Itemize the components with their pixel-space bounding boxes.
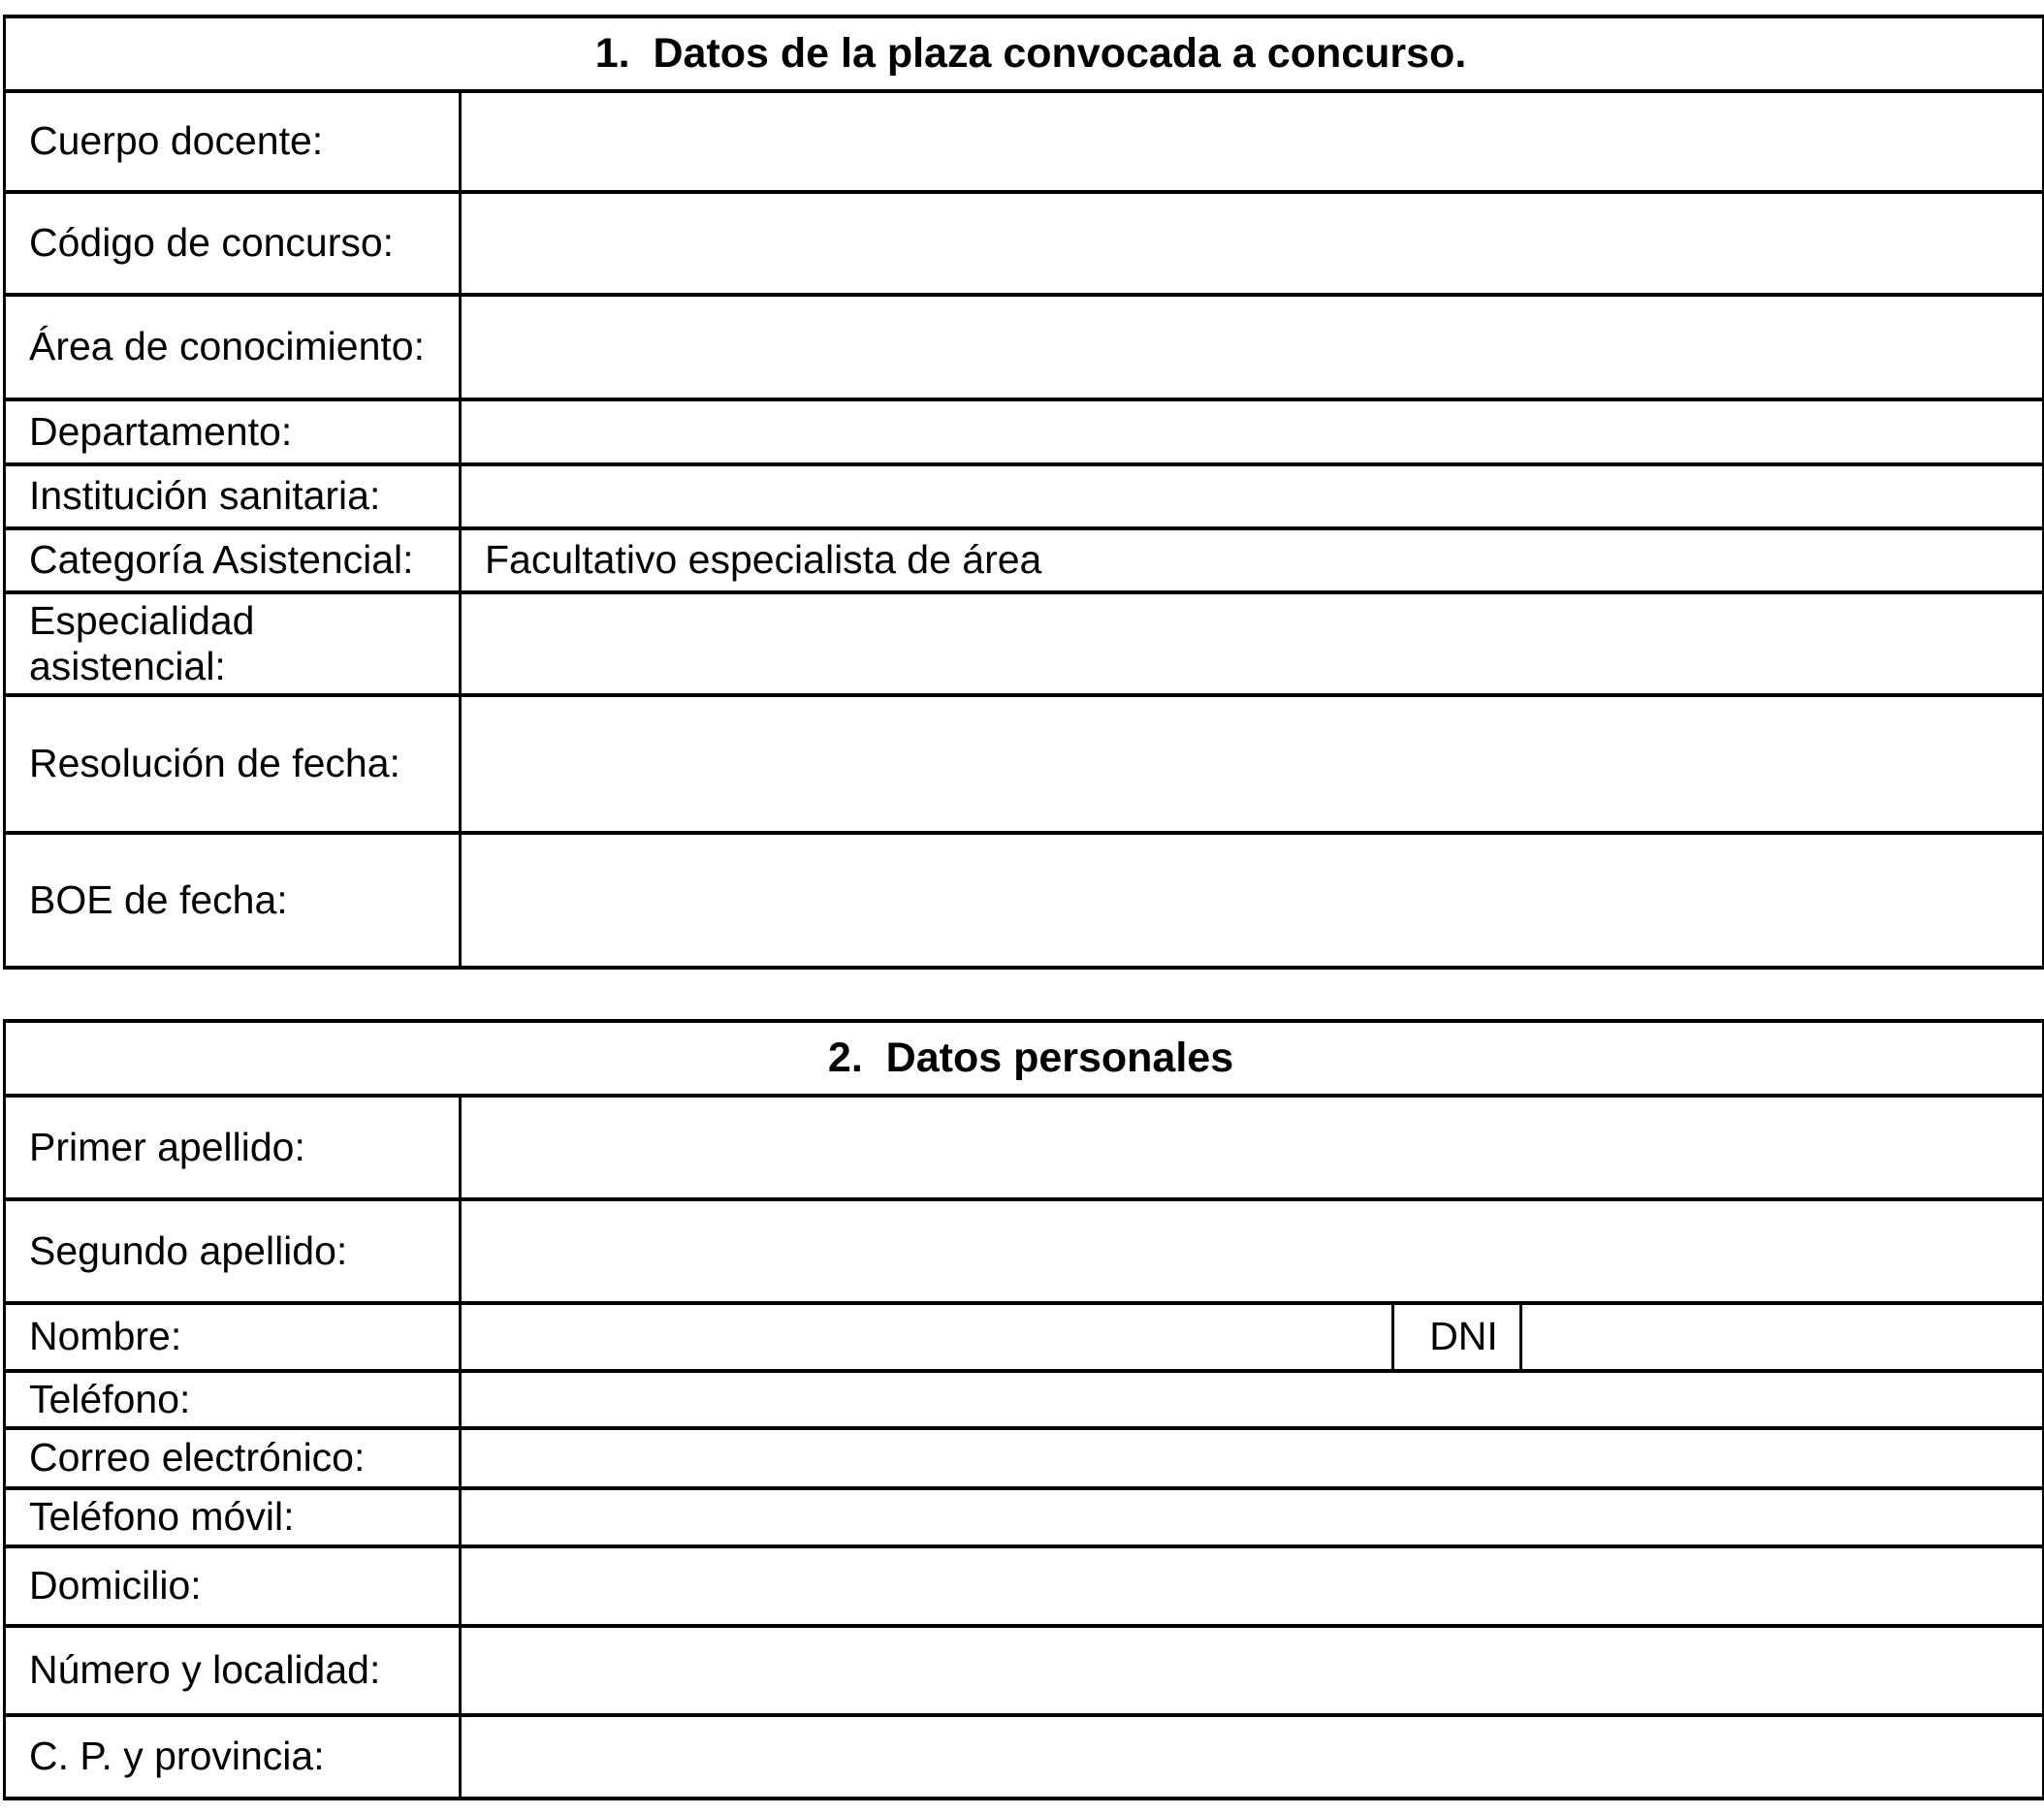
label-especialidad-asistencial: Especialidad asistencial: [5, 592, 461, 695]
table-row [5, 192, 2044, 295]
table-row [5, 16, 2044, 91]
input-correo-electronico[interactable] [461, 1428, 2044, 1488]
table-row [5, 399, 2044, 464]
input-resolucion-fecha[interactable] [461, 695, 2044, 833]
label-categoria-asistencial: Categoría Asistencial: [5, 528, 461, 592]
table-row [5, 1096, 2044, 1199]
table-row [5, 464, 2044, 528]
table-row [5, 1021, 2044, 1096]
personales-section-table [3, 1019, 2044, 1800]
label-domicilio: Domicilio: [5, 1546, 461, 1626]
label-departamento: Departamento: [5, 399, 461, 464]
label-cuerpo-docente: Cuerpo docente: [5, 91, 461, 192]
input-boe-fecha[interactable] [461, 833, 2044, 968]
label-resolucion-fecha: Resolución de fecha: [5, 695, 461, 833]
input-telefono[interactable] [461, 1371, 2044, 1428]
table-row [5, 1303, 2044, 1371]
label-segundo-apellido: Segundo apellido: [5, 1199, 461, 1303]
label-institucion-sanitaria: Institución sanitaria: [5, 464, 461, 528]
input-nombre[interactable] [461, 1303, 1393, 1371]
label-numero-localidad: Número y localidad: [5, 1626, 461, 1715]
table-row [5, 295, 2044, 399]
table-row [5, 91, 2044, 192]
label-telefono: Teléfono: [5, 1371, 461, 1428]
input-categoria-asistencial[interactable]: Facultativo especialista de área [461, 528, 2044, 592]
input-departamento[interactable] [461, 399, 2044, 464]
label-area-conocimiento: Área de conocimiento: [5, 295, 461, 399]
table-row [5, 695, 2044, 833]
input-dni[interactable] [1521, 1303, 2044, 1371]
table-row [5, 1428, 2044, 1488]
label-boe-fecha: BOE de fecha: [5, 833, 461, 968]
table-row [5, 528, 2044, 592]
table-row [5, 833, 2044, 968]
input-cp-provincia[interactable] [461, 1715, 2044, 1799]
section-title-plaza: 1. Datos de la plaza convocada a concurso. [5, 16, 2044, 91]
section-title-personales: 2. Datos personales [5, 1021, 2044, 1096]
section-divider-gap [3, 970, 2042, 1019]
input-segundo-apellido[interactable] [461, 1199, 2044, 1303]
input-institucion-sanitaria[interactable] [461, 464, 2044, 528]
input-area-conocimiento[interactable] [461, 295, 2044, 399]
input-telefono-movil[interactable] [461, 1488, 2044, 1546]
table-row [5, 1371, 2044, 1428]
input-primer-apellido[interactable] [461, 1096, 2044, 1199]
label-dni: DNI [1393, 1303, 1521, 1371]
input-domicilio[interactable] [461, 1546, 2044, 1626]
plaza-section-table [3, 15, 2044, 970]
label-telefono-movil: Teléfono móvil: [5, 1488, 461, 1546]
table-row [5, 1626, 2044, 1715]
input-numero-localidad[interactable] [461, 1626, 2044, 1715]
table-row [5, 1488, 2044, 1546]
label-correo-electronico: Correo electrónico: [5, 1428, 461, 1488]
table-row [5, 1199, 2044, 1303]
table-row [5, 592, 2044, 695]
label-cp-provincia: C. P. y provincia: [5, 1715, 461, 1799]
label-codigo-concurso: Código de concurso: [5, 192, 461, 295]
input-especialidad-asistencial[interactable] [461, 592, 2044, 695]
table-row [5, 1715, 2044, 1799]
table-row [5, 1546, 2044, 1626]
label-nombre: Nombre: [5, 1303, 461, 1371]
label-primer-apellido: Primer apellido: [5, 1096, 461, 1199]
input-codigo-concurso[interactable] [461, 192, 2044, 295]
input-cuerpo-docente[interactable] [461, 91, 2044, 192]
